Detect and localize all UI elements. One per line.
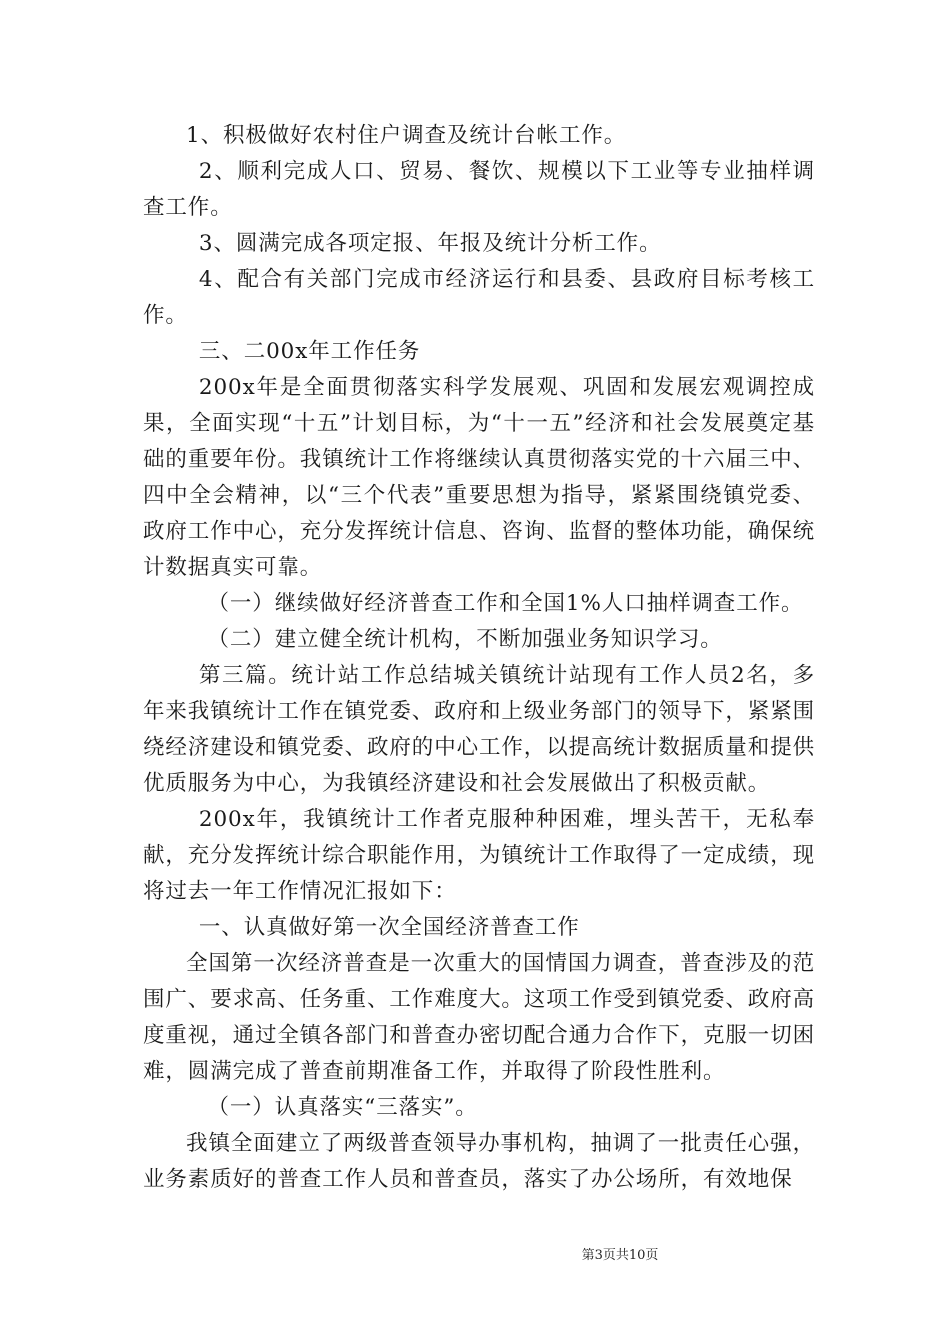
paragraph-item-2: 2、顺利完成人口、贸易、餐饮、规模以下工业等专业抽样调查工作。 [143, 159, 815, 220]
page-footer [0, 1244, 950, 1263]
subsection-heading-1: （一）认真落实“三落实”。 [207, 1095, 478, 1120]
section-heading-3: 三、二00x年工作任务 [198, 339, 421, 364]
paragraph-tasks-intro: 200x年是全面贯彻落实科学发展观、巩固和发展宏观调控成果，全面实现“十五”计划目标，为“十一五”经济和社会发展奠定基础的重要年份。我镇统计工作将继续认真贯彻落实党的十六届三中、四中全会精神，以“三个代表”重要思想为指导，紧紧围绕镇党委、政府工作中心，充分发挥统计信息、咨询、监督的整体功能，确保统计数据真实可靠。 [143, 375, 816, 580]
paragraph-item-4: 4、配合有关部门完成市经济运行和县委、县政府目标考核工作。 [143, 267, 815, 328]
paragraph-task-1: （一）继续做好经济普查工作和全国1%人口抽样调查工作。 [207, 591, 804, 616]
paragraph-census-detail: 我镇全面建立了两级普查领导办事机构，抽调了一批责任心强，业务素质好的普查工作人员和普查员，落实了办公场所，有效地保 [143, 1131, 815, 1192]
paragraph-summary: 200x年，我镇统计工作者克服种种困难，埋头苦干，无私奉献，充分发挥统计综合职能作用，为镇统计工作取得了一定成绩，现将过去一年工作情况汇报如下： [143, 807, 816, 904]
document-body [143, 118, 815, 1198]
paragraph-item-3: 3、圆满完成各项定报、年报及统计分析工作。 [198, 231, 662, 256]
paragraph-task-2: （二）建立健全统计机构，不断加强业务知识学习。 [207, 627, 723, 652]
paragraph-census-intro: 全国第一次经济普查是一次重大的国情国力调查，普查涉及的范围广、要求高、任务重、工作难度大。这项工作受到镇党委、政府高度重视，通过全镇各部门和普查办密切配合通力合作下，克服一切困难，圆满完成了普查前期准备工作，并取得了阶段性胜利。 [143, 951, 816, 1084]
paragraph-part-three: 第三篇。统计站工作总结城关镇统计站现有工作人员2名，多年来我镇统计工作在镇党委、政府和上级业务部门的领导下，紧紧围绕经济建设和镇党委、政府的中心工作，以提高统计数据质量和提供优质服务为中心，为我镇经济建设和社会发展做出了积极贡献。 [143, 663, 816, 796]
page-number: 第3页共10页 [581, 1248, 659, 1263]
paragraph-item-1: 1、积极做好农村住户调查及统计台帐工作。 [186, 123, 627, 148]
section-heading-1: 一、认真做好第一次全国经济普查工作 [198, 915, 580, 940]
